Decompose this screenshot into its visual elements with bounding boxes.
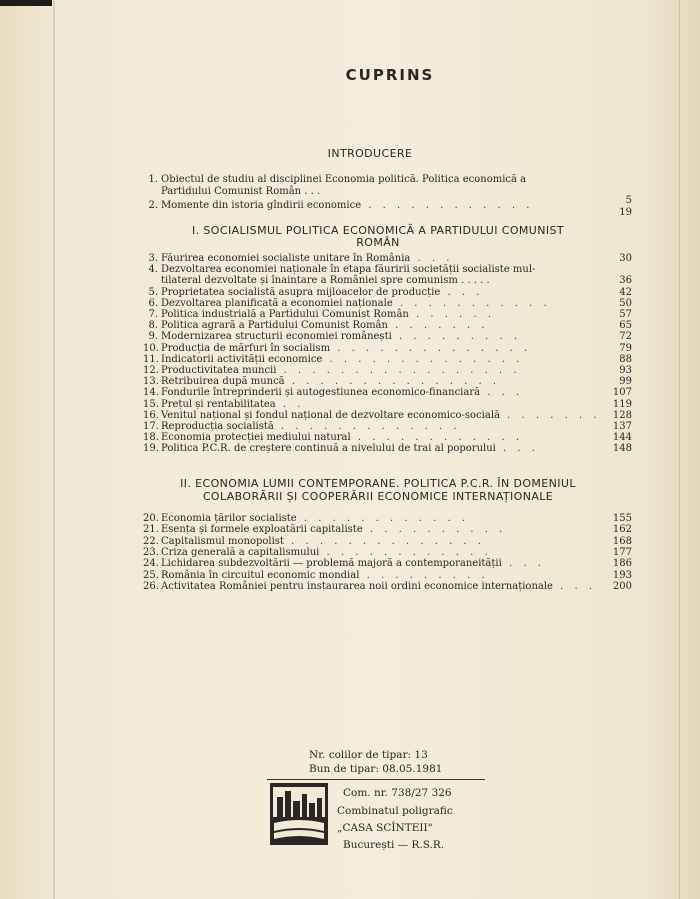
toc-page-number: 193 bbox=[612, 569, 632, 581]
toc-page-number: 93 bbox=[619, 365, 632, 376]
toc-entry: 4. Dezvoltarea economiei naționale în etapa făuririi societății socialiste mul- bbox=[148, 264, 536, 276]
toc-page-number: 99 bbox=[619, 376, 632, 388]
toc-entry: 10. Producția de mărfuri în socialism . . . . . . . . . . . . . . bbox=[143, 342, 532, 354]
imprint-divider bbox=[267, 779, 485, 780]
imprint-print-date: Bun de tipar: 08.05.1981 bbox=[309, 763, 443, 775]
toc-page-number: 155 bbox=[612, 513, 632, 524]
imprint-printer-name: „CASA SCÎNTEII" bbox=[337, 822, 433, 834]
page-edge bbox=[679, 0, 680, 899]
toc-entry-continuation: tilateral dezvoltate și înaintare a României spre comunism . . . . . bbox=[161, 275, 490, 287]
toc-page-number: 107 bbox=[612, 387, 632, 399]
imprint-order: Com. nr. 738/27 326 bbox=[343, 787, 452, 799]
toc-page-number: 65 bbox=[619, 320, 632, 332]
toc-page-number: 137 bbox=[612, 421, 632, 432]
toc-entry: 17. Reproducția socialistă . . . . . . . . . . . . . bbox=[143, 421, 461, 432]
toc-entry: 18. Economia protecției mediului natural . . . . . . . . . . . . bbox=[143, 432, 524, 444]
toc-entry: 3. Făurirea economiei socialiste unitare în România . . . bbox=[148, 253, 454, 264]
toc-page-number: 148 bbox=[612, 443, 632, 455]
toc-entry: 7. Politica industrială a Partidului Comunist Român . . . . . . bbox=[148, 309, 495, 320]
toc-entry: 6. Dezvoltarea planificată a economiei naționale . . . . . . . . . . . bbox=[148, 297, 551, 309]
toc-entry: 25. România în circuitul economic mondial . . . . . . . . . bbox=[143, 569, 489, 581]
toc-entry: 15. Prețul și rentabilitatea . . bbox=[143, 398, 305, 410]
toc-page-number: 128 bbox=[612, 409, 632, 421]
toc-page-number: 200 bbox=[612, 580, 632, 592]
page-fold bbox=[53, 0, 55, 899]
toc-page-number: 50 bbox=[619, 297, 632, 309]
toc-entry: 12. Productivitatea muncii . . . . . . . . . . . . . . . . . bbox=[143, 365, 521, 376]
toc-entry: 5. Proprietatea socialistă asupra mijloacelor de producție . . . bbox=[148, 286, 484, 298]
toc-page-number: 186 bbox=[612, 558, 632, 570]
scan-corner-mark bbox=[0, 0, 52, 6]
toc-page-number: 88 bbox=[619, 353, 632, 365]
intro-heading: INTRODUCERE bbox=[327, 147, 413, 160]
toc-entry: 1. Obiectul de studiu al disciplinei Economia politică. Politica economică a bbox=[148, 174, 527, 185]
toc-entry: 26. Activitatea României pentru instaurarea noii ordini economice internaționale . . . bbox=[143, 580, 597, 592]
toc-entry: 11. Indicatorii activității economice . . . . . . . . . . . . . . bbox=[143, 353, 524, 365]
toc-page-number: 36 bbox=[619, 275, 632, 287]
toc-entry: 24. Lichidarea subdezvoltării — problemă majoră a contemporaneității . . . bbox=[143, 558, 545, 570]
toc-page-number: 119 bbox=[612, 398, 632, 410]
toc-entry: 20. Economia țărilor socialiste . . . . . . . . . . . . bbox=[143, 513, 470, 524]
toc-page-number: 168 bbox=[612, 535, 632, 547]
part2-heading: II. ECONOMIA LUMII CONTEMPORANE. POLITICA P.C.R. ÎN DOMENIUL COLABORĂRII ȘI COOPERĂRII ECONOMICE INTERNAȚIONALE bbox=[180, 477, 576, 503]
toc-entry: 22. Capitalismul monopolist . . . . . . . . . . . . . . bbox=[143, 535, 485, 547]
part1-heading: I. SOCIALISMUL POLITICA ECONOMICĂ A PARTIDULUI COMUNIST ROMÂN bbox=[191, 224, 565, 249]
toc-entry: 23. Criza generală a capitalismului . . . . . . . . . . . . bbox=[143, 546, 492, 558]
toc-page-number: 79 bbox=[619, 342, 632, 354]
imprint-city: București — R.S.R. bbox=[343, 839, 445, 851]
toc-page-number: 5 bbox=[625, 195, 632, 206]
toc-entry: 2. Momente din istoria gîndirii economice . . . . . . . . . . . . bbox=[148, 200, 534, 211]
imprint-sheets: Nr. colilor de tipar: 13 bbox=[309, 749, 428, 761]
toc-page-number: 177 bbox=[612, 546, 632, 558]
toc-page-number: 42 bbox=[619, 286, 632, 298]
toc-page-number: 72 bbox=[619, 331, 632, 343]
toc-page-number: 30 bbox=[619, 253, 632, 264]
toc-entry: 13. Retribuirea după muncă . . . . . . . . . . . . . . . bbox=[143, 376, 501, 388]
toc-page-number: 144 bbox=[612, 432, 632, 444]
toc-entry: 9. Modernizarea structurii economiei românești . . . . . . . . . bbox=[148, 331, 521, 343]
toc-entry: 14. Fondurile întreprinderii și autogestiunea economico-financiară . . . bbox=[143, 387, 524, 399]
toc-page-number: 57 bbox=[619, 309, 632, 320]
imprint-printer: Combinatul poligrafic bbox=[337, 805, 453, 817]
toc-page-number: 162 bbox=[612, 524, 632, 536]
page-title: CUPRINS bbox=[345, 66, 435, 84]
toc-entry: 21. Esența și formele exploatării capitaliste . . . . . . . . . . bbox=[143, 524, 507, 536]
toc-page-number: 19 bbox=[619, 207, 632, 218]
toc-entry: 16. Venitul național și fondul național de dezvoltare economico-socială . . . . . . . bbox=[143, 409, 601, 421]
toc-entry: 19. Politica P.C.R. de creștere continuă a nivelului de trai al poporului . . . bbox=[143, 443, 539, 455]
toc-entry: 8. Politica agrară a Partidului Comunist Român . . . . . . . bbox=[148, 320, 489, 332]
printing-house-logo-icon bbox=[270, 783, 328, 845]
toc-entry-continuation: Partidului Comunist Român . . . bbox=[161, 186, 321, 197]
